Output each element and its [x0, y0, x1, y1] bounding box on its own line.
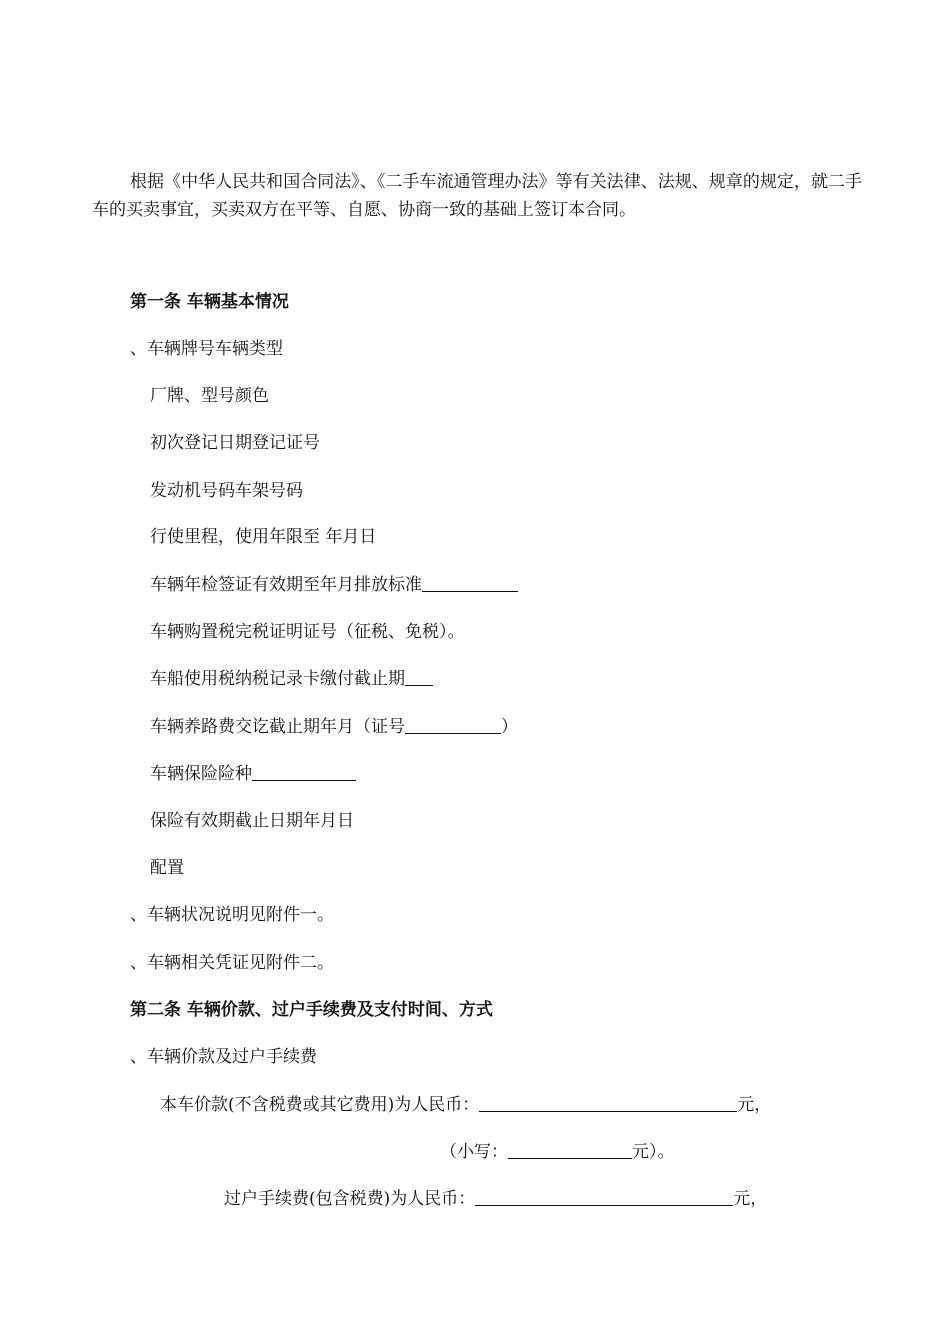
road-fee-line [150, 715, 518, 739]
vessel-tax-blank[interactable] [405, 667, 433, 686]
mileage-line: 行使里程，使用年限至 年月日 [150, 527, 377, 547]
price-small-blank[interactable] [508, 1140, 632, 1159]
price-small-text: （小写： [440, 1142, 508, 1162]
purchase-tax-line: 车辆购置税完税证明证号（征税、免税）。 [150, 622, 465, 642]
price-small-unit: 元）。 [632, 1142, 675, 1162]
insurance-type-line [150, 762, 356, 786]
price-amount-blank[interactable] [479, 1093, 737, 1112]
emission-blank[interactable] [422, 573, 518, 592]
inspection-line [150, 573, 518, 597]
article1-item1: 、车辆牌号车辆类型 [130, 339, 283, 359]
brand-model-line: 厂牌、型号颜色 [150, 386, 269, 406]
price-text: 本车价款(不含税费或其它费用)为人民币： [160, 1095, 480, 1115]
insurance-type-text: 车辆保险险种 [150, 764, 252, 784]
vessel-tax-text: 车船使用税纳税记录卡缴付截止期 [150, 669, 405, 689]
price-line [160, 1093, 771, 1117]
configuration-line: 配置 [150, 858, 184, 878]
insurance-expiry-line: 保险有效期截止日期年月日 [150, 811, 354, 831]
insurance-type-blank[interactable] [252, 762, 356, 781]
transfer-fee-text: 过户手续费(包含税费)为人民币： [224, 1189, 476, 1209]
transfer-fee-line [224, 1187, 767, 1211]
engine-number-line: 发动机号码车架号码 [150, 481, 303, 501]
article1-heading: 第一条 车辆基本情况 [130, 292, 289, 312]
intro-paragraph: 根据《中华人民共和国合同法》、《二手车流通管理办法》等有关法律、法规、规章的规定，就二手车的买卖事宜，买卖双方在平等、自愿、协商一致的基础上签订本合同。 [92, 172, 862, 220]
article1-item3: 、车辆相关凭证见附件二。 [130, 953, 334, 973]
transfer-fee-unit: 元， [733, 1189, 768, 1209]
price-unit: 元， [737, 1095, 772, 1115]
article2-item1: 、车辆价款及过户手续费 [130, 1047, 317, 1067]
registration-line: 初次登记日期登记证号 [150, 433, 320, 453]
inspection-text: 车辆年检签证有效期至年月排放标准 [150, 575, 422, 595]
road-fee-close: ） [501, 717, 518, 737]
road-fee-text: 车辆养路费交讫截止期年月（证号 [150, 717, 405, 737]
transfer-fee-blank[interactable] [475, 1187, 733, 1206]
road-fee-certificate-blank[interactable] [405, 715, 501, 734]
article2-heading: 第二条 车辆价款、过户手续费及支付时间、方式 [130, 1000, 493, 1020]
price-small-line [440, 1140, 675, 1164]
vessel-tax-line [150, 667, 433, 691]
article1-item2: 、车辆状况说明见附件一。 [130, 905, 334, 925]
